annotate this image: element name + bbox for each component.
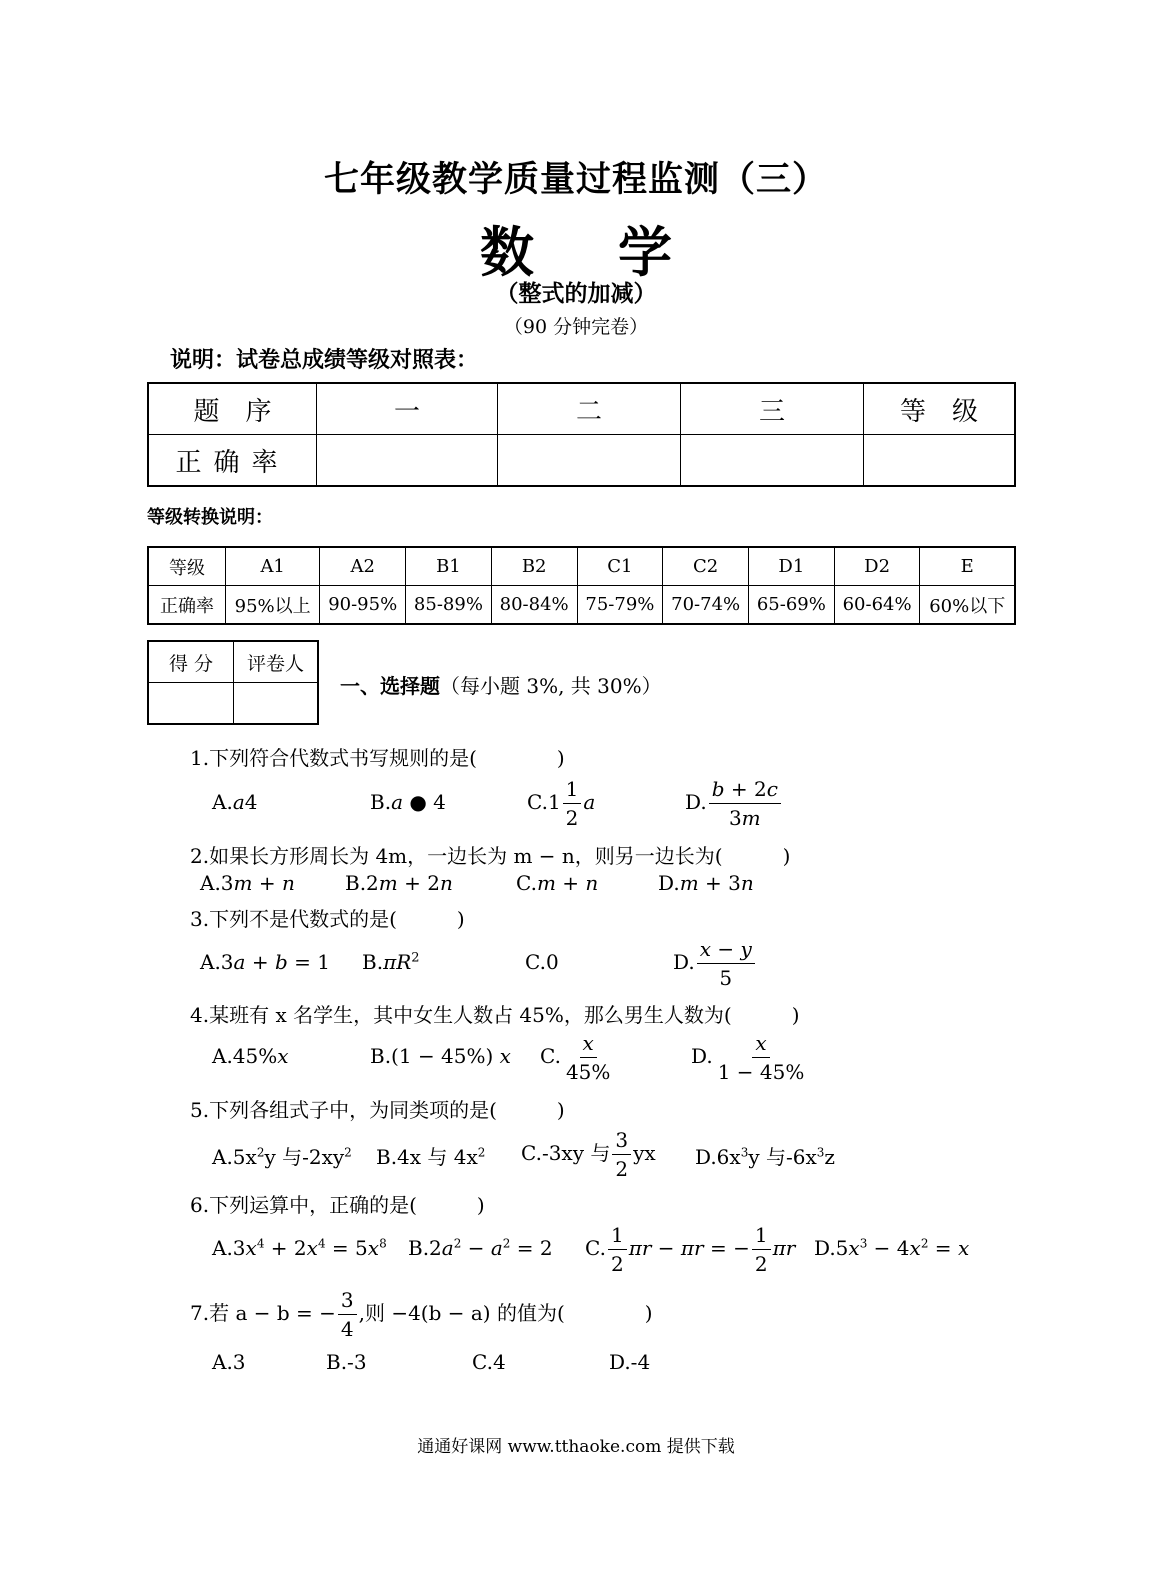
marker-grader-cell[interactable] [234,683,319,725]
conversion-label: 等级转换说明： [147,507,273,528]
grade-cell: D2 [834,547,920,586]
rate-cell: 60-64% [834,586,920,625]
section-detail: （每小题 3%, 共 30%） [440,674,662,698]
rate-cell: 75-79% [577,586,663,625]
question-5: 5.下列各组式子中，为同类项的是( ) [190,1098,565,1122]
rate-cell: 85-89% [406,586,492,625]
q3-option-a[interactable]: A.3a + b = 1 [200,950,330,974]
score-header-cell: 等 级 [864,383,1016,435]
q2-option-c[interactable]: C.m + n [516,871,599,895]
grade-cell: B2 [491,547,577,586]
question-1: 1.下列符合代数式书写规则的是( ) [190,746,565,770]
score-header-cell: 二 [498,383,681,435]
q7-option-b[interactable]: B.-3 [326,1350,367,1374]
score-rate-label: 正确率 [148,435,317,487]
score-cell[interactable] [498,435,681,487]
q4-option-a[interactable]: A.45%x [212,1044,289,1068]
score-header-cell: 一 [317,383,498,435]
q4-option-d[interactable]: D. $\frac{x}{1 - 45\%}$ [691,1031,805,1084]
exam-duration: （90 分钟完卷） [503,316,649,338]
grade-cell: A1 [226,547,320,586]
q3-option-b[interactable]: $B.\pi R^2$ [362,950,420,974]
q5-option-a[interactable]: $A.5x^2y$ 与$-2xy^2$ [212,1145,352,1169]
footer-credit: 通通好课网 www.tthaoke.com 提供下载 [417,1437,735,1457]
marker-score-label: 得 分 [148,641,234,683]
score-cell[interactable] [864,435,1016,487]
section-title: 一、选择题 [340,674,440,698]
q7-text-pre: 7.若 a − b = − [190,1301,336,1325]
grade-table [147,546,1016,625]
grade-cell: 等级 [148,547,226,586]
subject-char-2: 学 [618,220,672,284]
q6-option-d[interactable]: $D.5x^3 - 4x^2 = x$ [814,1236,970,1260]
rate-cell: 65-69% [749,586,835,625]
q3-option-c[interactable]: C.0 [525,950,559,974]
score-cell[interactable] [317,435,498,487]
marker-table [147,640,319,725]
question-6: 6.下列运算中，正确的是( ) [190,1193,485,1217]
marker-score-cell[interactable] [148,683,234,725]
q4-option-b[interactable]: B.(1 − 45%) x [370,1044,511,1068]
question-2: 2.如果长方形周长为 4m，一边长为 m − n，则另一边长为( ) [190,844,791,868]
score-header-cell: 题 序 [148,383,317,435]
q2-option-d[interactable]: D.m + 3n [658,871,754,895]
q2-option-a[interactable]: A.3m + n [200,871,295,895]
grade-cell: D1 [749,547,835,586]
score-table [147,382,1016,487]
section-heading [340,670,662,699]
q7-option-c[interactable]: C.4 [472,1350,506,1374]
exam-topic: （整式的加减） [495,280,657,307]
q5-option-d[interactable]: $D.6x^3y$ 与$-6x^3z$ [695,1145,835,1169]
q1-option-d[interactable]: D. $\frac{b + 2c}{3m}$ [685,775,783,832]
q1-option-c[interactable]: C.1 $\frac{1}{2}$ a [527,777,596,830]
rate-cell: 95%以上 [226,586,320,625]
subject-char-1: 数 [480,220,534,284]
q4-option-c[interactable]: C. $\frac{x}{45\%}$ [540,1031,611,1084]
score-header-cell: 三 [681,383,864,435]
q1-option-a[interactable]: A.a4 [212,790,258,814]
q7-option-d[interactable]: D.-4 [609,1350,651,1374]
rate-cell: 70-74% [663,586,749,625]
q1-option-b[interactable]: B.a ● 4 [370,790,446,814]
q3-option-d[interactable]: D. $\frac{x - y}{5}$ [673,935,757,992]
score-note: 说明：试卷总成绩等级对照表： [170,347,479,373]
q6-option-b[interactable]: $B.2a^2 - a^2 = 2$ [408,1236,553,1260]
grade-cell: C1 [577,547,663,586]
exam-title: 七年级教学质量过程监测（三） [323,159,828,200]
q5-option-c[interactable]: C.-3xy 与 $\frac{3}{2}$ yx [521,1128,656,1181]
rate-cell: 60%以下 [920,586,1015,625]
score-cell[interactable] [681,435,864,487]
q7-text-post: ,则 −4(b − a) 的值为( ) [358,1301,653,1325]
q5-option-b[interactable]: B.4x 与 $4x^2$ [376,1145,486,1169]
question-3: 3.下列不是代数式的是( ) [190,907,465,931]
q7-option-a[interactable]: A.3 [212,1350,246,1374]
grade-cell: A2 [320,547,406,586]
question-7: 7.若 a − b = − $\frac{3}{4}$ ,则 −4(b − a) 的值为( ) [190,1288,653,1341]
q6-option-c[interactable]: C. $\frac{1}{2}$ πr − πr = − $\frac{1}{2}$ πr [585,1223,796,1276]
question-4: 4.某班有 x 名学生，其中女生人数占 45%，那么男生人数为( ) [190,1003,800,1027]
rate-cell: 90-95% [320,586,406,625]
grade-cell: E [920,547,1015,586]
marker-grader-label: 评卷人 [234,641,319,683]
q2-option-b[interactable]: B.2m + 2n [345,871,453,895]
rate-cell: 正确率 [148,586,226,625]
q6-option-a[interactable]: $A.3x^4 + 2x^4 = 5x^8$ [212,1236,387,1260]
rate-cell: 80-84% [491,586,577,625]
grade-cell: B1 [406,547,492,586]
grade-cell: C2 [663,547,749,586]
